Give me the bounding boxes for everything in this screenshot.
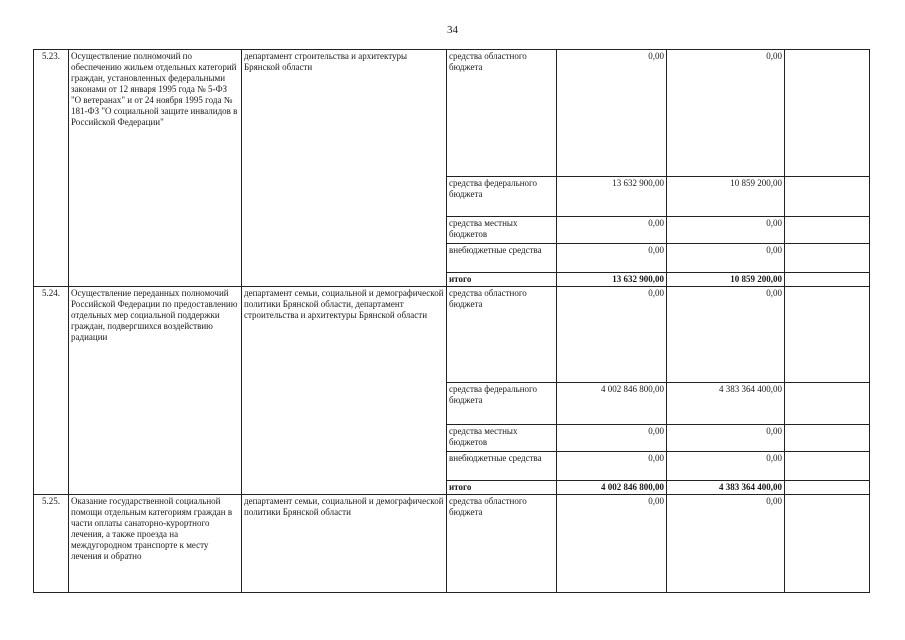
empty-cell: [785, 217, 870, 244]
amount-year-1: 0,00: [557, 287, 667, 383]
table-row: [34, 287, 870, 383]
amount-year-2: 4 383 364 400,00: [667, 481, 785, 495]
budget-table: [33, 49, 870, 593]
amount-year-2: 0,00: [667, 50, 785, 177]
amount-year-2: 0,00: [667, 287, 785, 383]
amount-year-2: 0,00: [667, 425, 785, 452]
measure-text: Оказание государственной социальной помощи отдельным категориям граждан в части оплаты санаторно-курортного лечения, а также проезда на междугородном транспорте к месту лечения и обратно: [69, 495, 242, 593]
empty-cell: [785, 244, 870, 273]
empty-cell: [785, 383, 870, 425]
amount-year-2: 0,00: [667, 244, 785, 273]
amount-year-1: 0,00: [557, 425, 667, 452]
row-number: 5.24.: [34, 287, 69, 495]
measure-text: Осуществление полномочий по обеспечению жильем отдельных категорий граждан, установленных федеральными законами от 12 января 1995 года № 5-ФЗ "О ветеранах" и от 24 ноября 1995 года № 181-ФЗ "О социальной защите инвалидов в Российской Федерации": [69, 50, 242, 287]
funding-source: средства федерального бюджета: [447, 177, 557, 217]
row-number: 5.25.: [34, 495, 69, 593]
executor-text: департамент семьи, социальной и демографической политики Брянской области, департамент строительства и архитектуры Брянской области: [242, 287, 447, 495]
amount-year-2: 10 859 200,00: [667, 177, 785, 217]
table-row: [34, 50, 870, 177]
empty-cell: [785, 481, 870, 495]
amount-year-2: 0,00: [667, 217, 785, 244]
table-row: [34, 495, 870, 593]
empty-cell: [785, 287, 870, 383]
funding-source: средства областного бюджета: [447, 495, 557, 593]
funding-source: внебюджетные средства: [447, 244, 557, 273]
measure-text: Осуществление переданных полномочий Российской Федерации по предоставлению отдельных мер социальной поддержки граждан, подвергшихся воздействию радиации: [69, 287, 242, 495]
executor-text: департамент строительства и архитектуры Брянской области: [242, 50, 447, 287]
executor-text: департамент семьи, социальной и демографической политики Брянской области: [242, 495, 447, 593]
funding-source: средства местных бюджетов: [447, 217, 557, 244]
amount-year-2: 4 383 364 400,00: [667, 383, 785, 425]
row-number: 5.23.: [34, 50, 69, 287]
funding-source: средства областного бюджета: [447, 50, 557, 177]
page-number: 34: [447, 24, 458, 36]
amount-year-2: 0,00: [667, 452, 785, 481]
amount-year-1: 0,00: [557, 495, 667, 593]
amount-year-2: 10 859 200,00: [667, 273, 785, 287]
amount-year-1: 4 002 846 800,00: [557, 383, 667, 425]
funding-source: средства федерального бюджета: [447, 383, 557, 425]
empty-cell: [785, 495, 870, 593]
amount-year-1: 13 632 900,00: [557, 273, 667, 287]
amount-year-1: 4 002 846 800,00: [557, 481, 667, 495]
amount-year-2: 0,00: [667, 495, 785, 593]
empty-cell: [785, 177, 870, 217]
amount-year-1: 0,00: [557, 244, 667, 273]
empty-cell: [785, 452, 870, 481]
funding-source: средства областного бюджета: [447, 287, 557, 383]
funding-source: средства местных бюджетов: [447, 425, 557, 452]
empty-cell: [785, 425, 870, 452]
amount-year-1: 13 632 900,00: [557, 177, 667, 217]
empty-cell: [785, 50, 870, 177]
amount-year-1: 0,00: [557, 452, 667, 481]
empty-cell: [785, 273, 870, 287]
amount-year-1: 0,00: [557, 50, 667, 177]
amount-year-1: 0,00: [557, 217, 667, 244]
funding-source: внебюджетные средства: [447, 452, 557, 481]
funding-source: итого: [447, 481, 557, 495]
funding-source: итого: [447, 273, 557, 287]
